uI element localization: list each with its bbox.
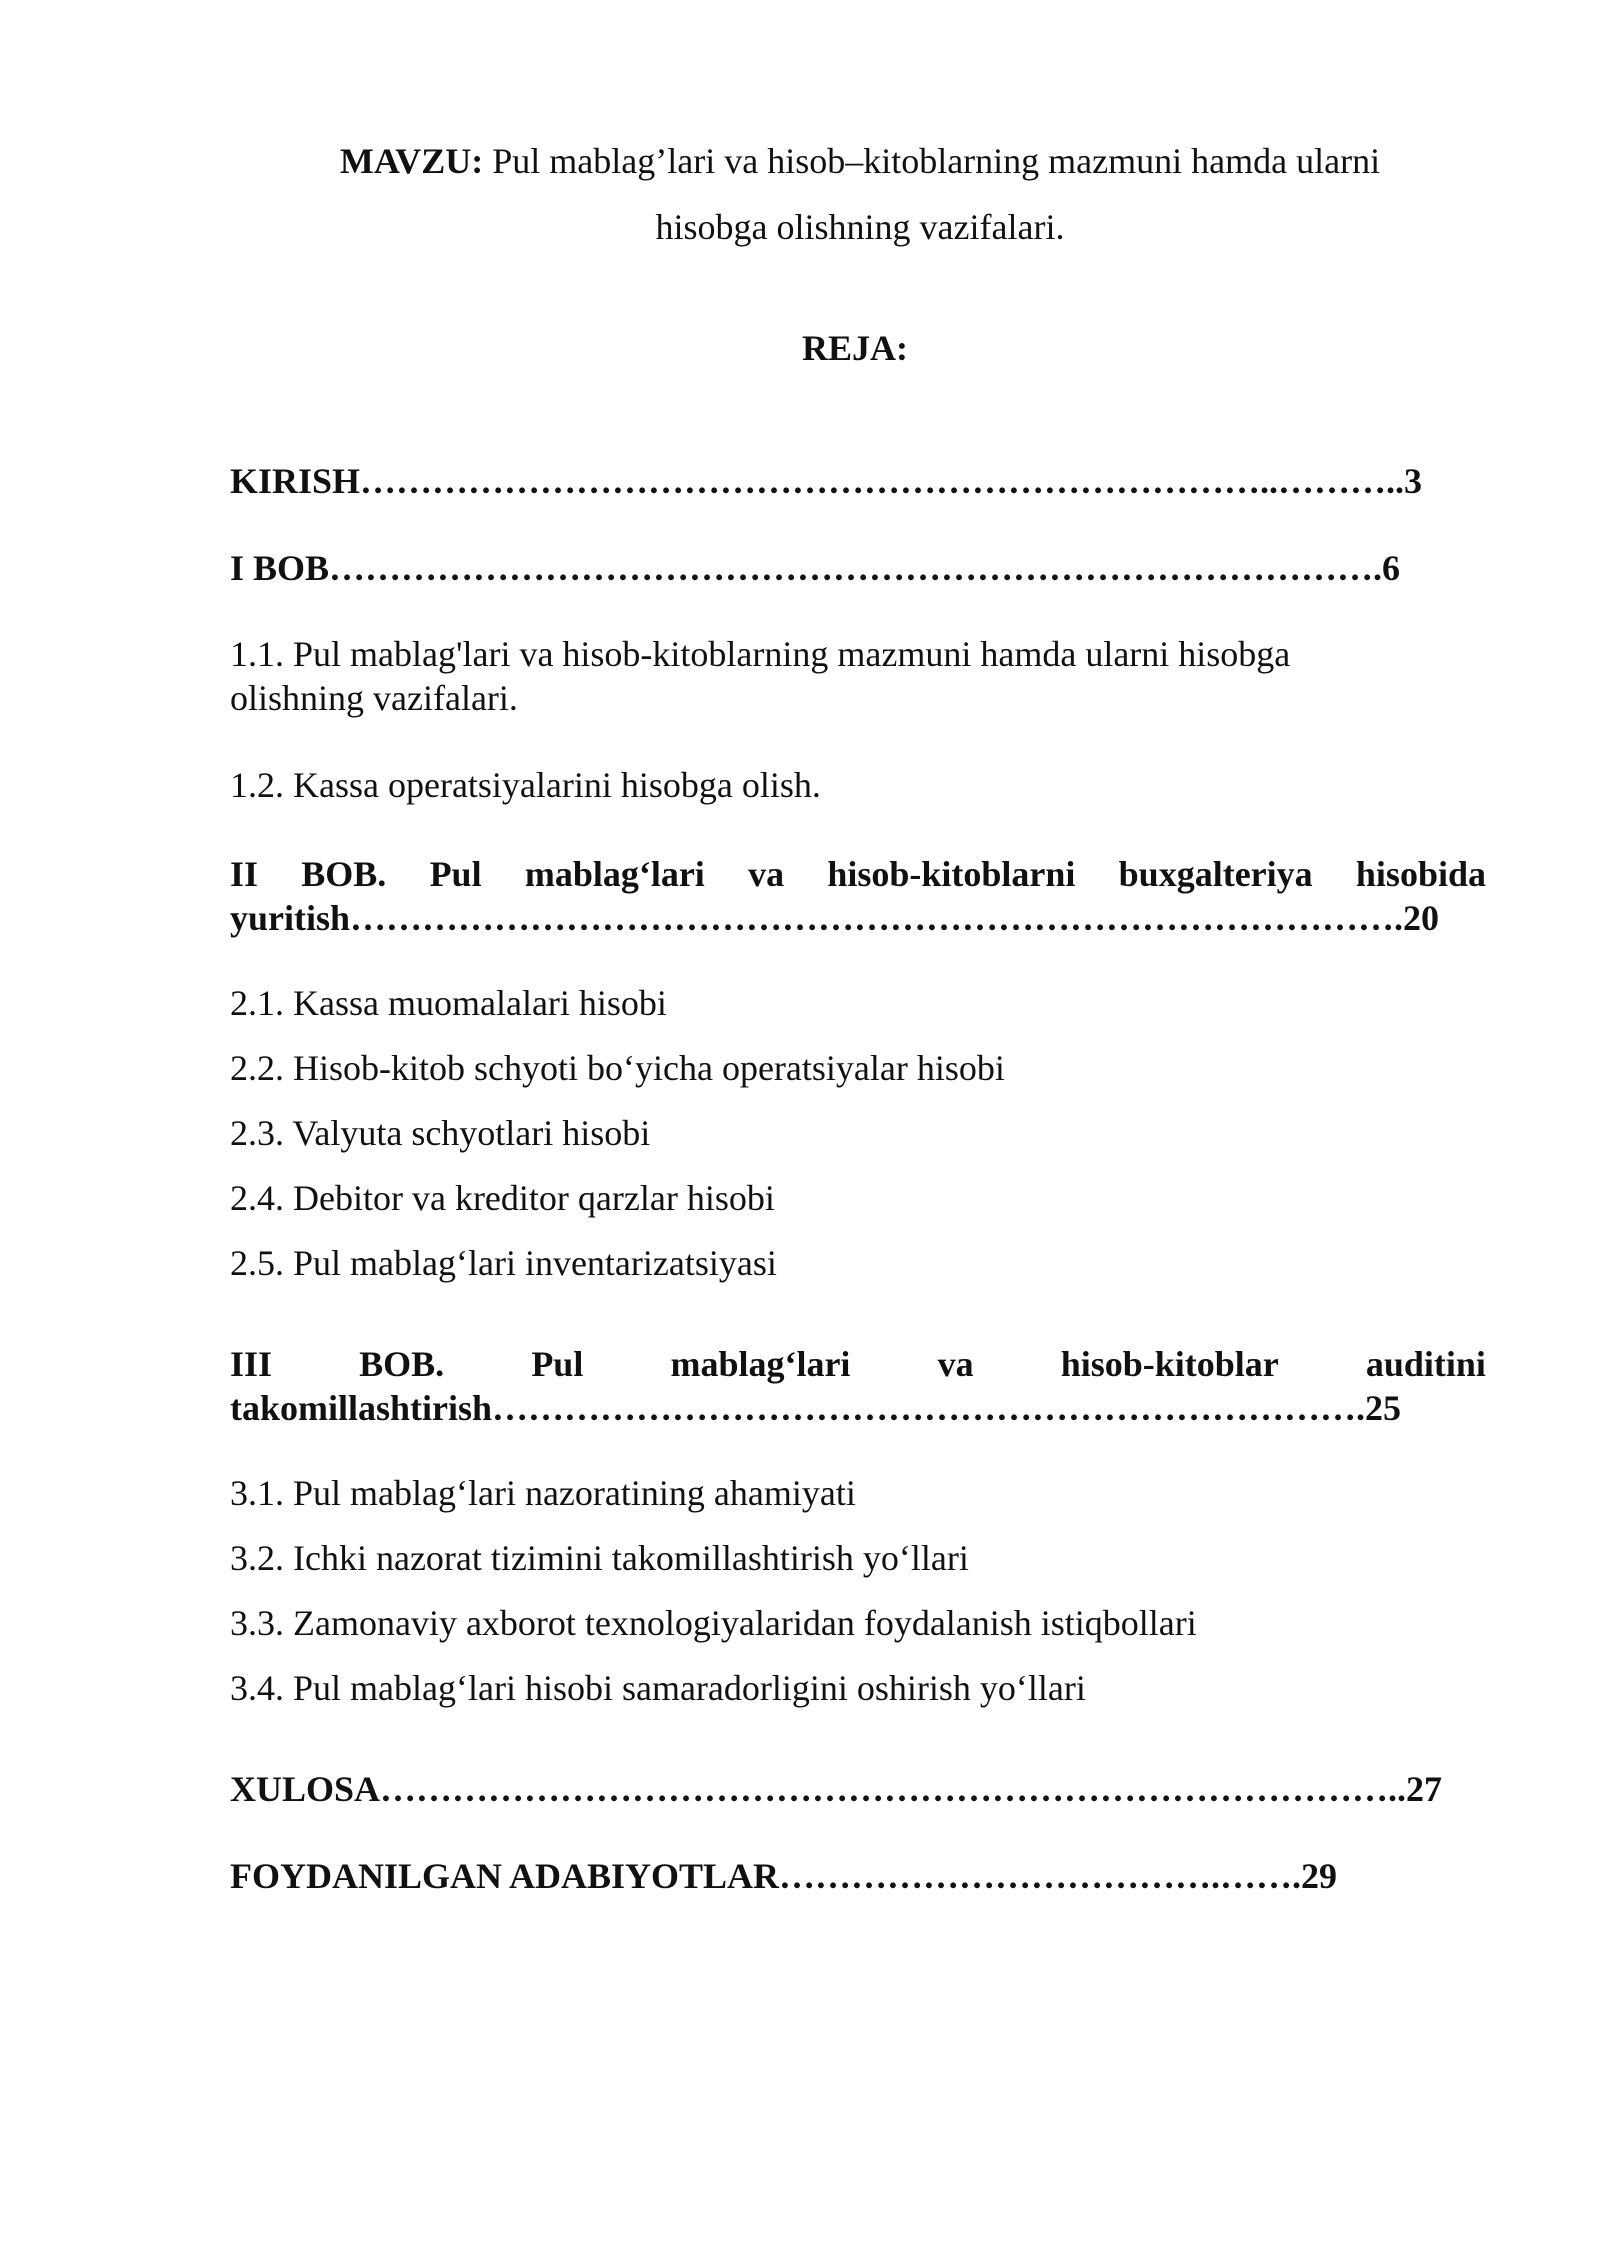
toc-word: auditini	[1365, 1344, 1486, 1384]
toc-word: III	[230, 1344, 273, 1384]
toc-entry-bob-3-line-2: takomillashtirish……………………………………………………………….25	[230, 1388, 1402, 1428]
toc-entry-1-1-line-1: 1.1. Pul mablag'lari va hisob-kitoblarning mazmuni hamda ularni hisobga	[230, 634, 1291, 674]
document-title	[230, 128, 1490, 260]
toc-entry-1-1-line-2: olishning vazifalari.	[230, 678, 518, 718]
toc-word: hisob-kitoblar	[1060, 1344, 1279, 1384]
toc-word: mablag‘lari	[670, 1344, 851, 1384]
toc-word: hisob-kitoblarni	[827, 854, 1076, 894]
toc-entry-bob-3-line-1	[230, 1342, 1486, 1386]
toc-entry-2-3: 2.3. Valyuta schyotlari hisobi	[230, 1113, 651, 1153]
toc-word: Pul	[531, 1344, 584, 1384]
toc-word: va	[937, 1344, 974, 1384]
toc-entry-3-4: 3.4. Pul mablag‘lari hisobi samaradorligini oshirish yo‘llari	[230, 1668, 1086, 1708]
toc-word: BOB.	[359, 1344, 445, 1384]
toc-entry-bob-2-line-2: yuritish…………………………………………………………………………….20	[230, 898, 1440, 938]
toc-entry-2-2: 2.2. Hisob-kitob schyoti bo‘yicha operatsiyalar hisobi	[230, 1048, 1005, 1088]
title-line-1	[230, 128, 1490, 194]
toc-entry-xulosa: XULOSA…………………………………………………………………………..27	[230, 1769, 1443, 1809]
plan-heading: REJA:	[802, 328, 908, 368]
toc-word: hisobida	[1355, 854, 1486, 894]
title-line-2: hisobga olishning vazifalari.	[655, 207, 1065, 247]
toc-word: II	[230, 854, 259, 894]
title-text-1: Pul mablag’lari va hisob–kitoblarning mazmuni hamda ularni	[492, 141, 1381, 181]
toc-word: mablag‘lari	[524, 854, 705, 894]
toc-word: va	[748, 854, 785, 894]
toc-word: buxgalteriya	[1118, 854, 1313, 894]
toc-entry-2-1: 2.1. Kassa muomalalari hisobi	[230, 983, 667, 1023]
toc-word: BOB.	[301, 854, 387, 894]
toc-entry-3-2: 3.2. Ichki nazorat tizimini takomillashtirish yo‘llari	[230, 1538, 969, 1578]
toc-entry-3-3: 3.3. Zamonaviy axborot texnologiyalaridan foydalanish istiqbollari	[230, 1603, 1197, 1643]
toc-entry-2-5: 2.5. Pul mablag‘lari inventarizatsiyasi	[230, 1243, 777, 1283]
toc-entry-1-2: 1.2. Kassa operatsiyalarini hisobga olish.	[230, 765, 821, 805]
toc-entry-references: FOYDANILGAN ADABIYOTLAR……………………………….…….29	[230, 1856, 1338, 1896]
toc-entry-kirish: KIRISH…………………………………………………………………..………..3	[230, 461, 1423, 501]
toc-entry-3-1: 3.1. Pul mablag‘lari nazoratining ahamiyati	[230, 1473, 856, 1513]
toc-entry-bob-1: I BOB…………………………………………………………………………….6	[230, 548, 1401, 588]
toc-entry-2-4: 2.4. Debitor va kreditor qarzlar hisobi	[230, 1178, 775, 1218]
title-label: MAVZU:	[339, 141, 484, 181]
toc-word: Pul	[429, 854, 482, 894]
toc-entry-bob-2-line-1	[230, 852, 1486, 896]
